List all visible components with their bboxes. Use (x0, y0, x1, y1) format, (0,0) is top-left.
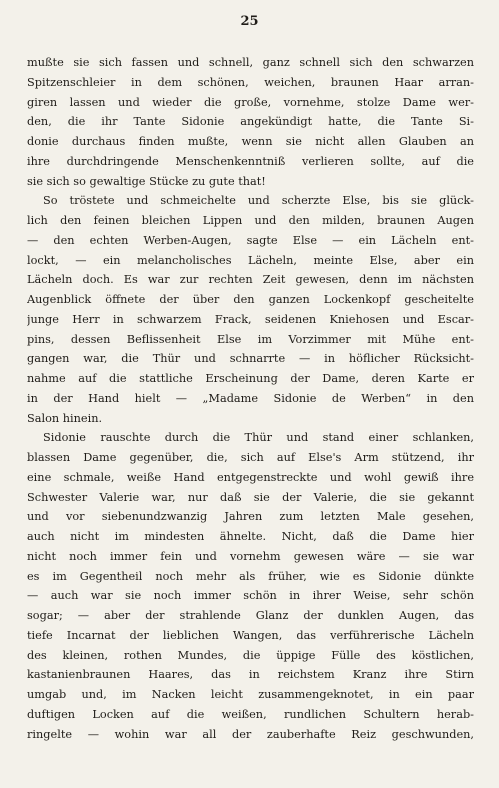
text-line: — den echten Werben-Augen, sagte Else — ein Lächeln ent- (27, 233, 474, 247)
text-line: Lächeln doch. Es war zur rechten Zeit gewesen, denn im nächsten (27, 273, 474, 287)
text-line: umgab und, im Nacken leicht zusammengeknotet, in ein paar (27, 688, 474, 701)
text-line: Salon hinein. (27, 411, 103, 425)
text-line: duftigen Locken auf die weißen, rundlichen Schultern herab- (27, 707, 474, 721)
text-line: — auch war sie noch immer schön in ihrer Weise, sehr schön (27, 589, 474, 603)
text-line: pins, dessen Beflissenheit Else im Vorzimmer mit Mühe ent- (27, 332, 474, 346)
text-line: sie sich so gewaltige Stücke zu gute that! (27, 174, 266, 188)
text-line: junge Herr in schwarzem Frack, seidenen Kniehosen und Escar- (27, 312, 474, 326)
text-line: mußte sie sich fassen und schnell, ganz schnell sich den schwarzen (27, 56, 474, 69)
text-line: lockt, — ein melancholisches Lächeln, meinte Else, aber ein (27, 253, 474, 267)
text-line: auch nicht im mindesten ähnelte. Nicht, daß die Dame hier (27, 530, 474, 543)
text-line: Sidonie rauschte durch die Thür und stand einer schlanken, (43, 431, 474, 445)
text-line: gangen war, die Thür und schnarrte — in höflicher Rücksicht- (27, 352, 474, 366)
text-line: des kleinen, rothen Mundes, die üppige Fülle des köstlichen, (27, 648, 474, 662)
text-body (27, 53, 474, 744)
text-line: nahme auf die stattliche Erscheinung der Dame, deren Karte er (27, 372, 474, 385)
text-line: giren lassen und wieder die große, vornehme, stolze Dame wer- (27, 95, 474, 109)
text-line: donie durchaus finden mußte, wenn sie nicht allen Glauben an (27, 135, 474, 148)
text-line: Schwester Valerie war, nur daß sie der Valerie, die sie gekannt (27, 490, 474, 504)
text-line: ringelte — wohin war all der zauberhafte Reiz geschwunden, (27, 727, 474, 741)
text-line: und vor siebenundzwanzig Jahren zum letzten Male gesehen, (27, 510, 474, 524)
text-line: Augenblick öffnete der über den ganzen Lockenkopf gescheitelte (27, 293, 474, 306)
page-number: 25 (240, 14, 259, 29)
text-line: eine schmale, weiße Hand entgegenstreckte und wohl gewiß ihre (27, 470, 474, 484)
text-line: nicht noch immer fein und vornehm gewesen wäre — sie war (27, 549, 474, 563)
text-line: blassen Dame gegenüber, die, sich auf Else's Arm stützend, ihr (27, 451, 474, 464)
text-line: tiefe Incarnat der lieblichen Wangen, das verführerische Lächeln (27, 628, 474, 642)
text-line: den, die ihr Tante Sidonie angekündigt hatte, die Tante Si- (27, 115, 474, 129)
text-line: in der Hand hielt — „Madame Sidonie de Werben“ in den (27, 391, 474, 405)
text-line: lich den feinen bleichen Lippen und den milden, braunen Augen (27, 214, 474, 227)
text-line: kastanienbraunen Haares, das in reichstem Kranz ihre Stirn (27, 668, 474, 682)
text-line: Spitzenschleier in dem schönen, weichen, braunen Haar arran- (27, 75, 474, 89)
text-line: ihre durchdringende Menschenkenntniß verlieren sollte, auf die (27, 154, 474, 168)
text-line: sogar; — aber der strahlende Glanz der dunklen Augen, das (27, 609, 474, 622)
text-line: es im Gegentheil noch mehr als früher, wie es Sidonie dünkte (27, 569, 474, 583)
text-line: So tröstete und schmeichelte und scherzte Else, bis sie glück- (43, 194, 474, 208)
